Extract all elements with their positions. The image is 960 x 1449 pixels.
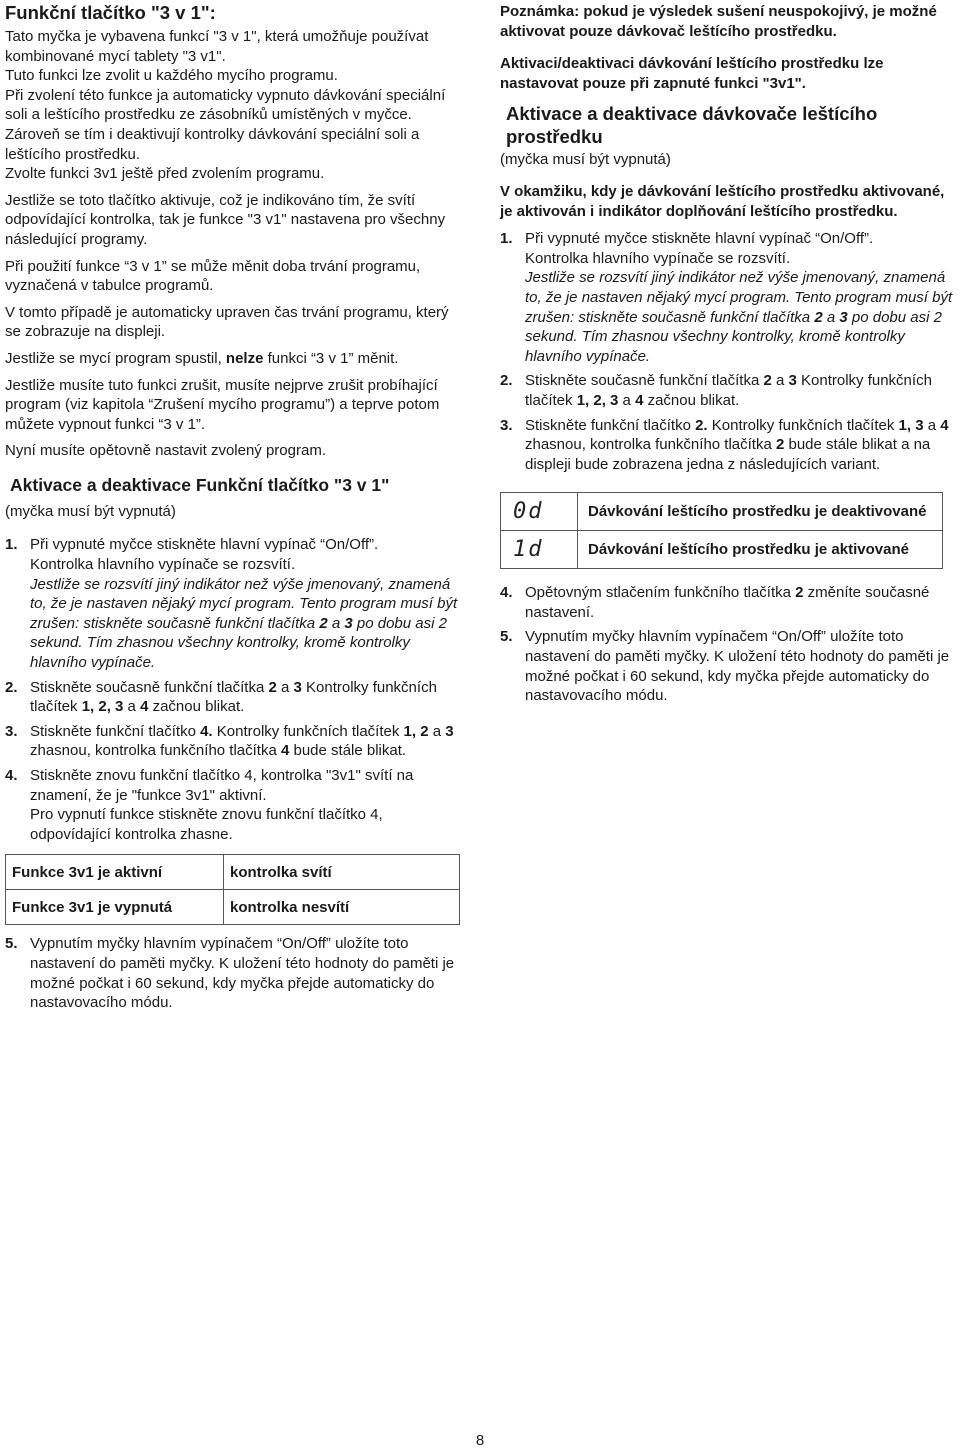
- step-1: 1. Při vypnuté myčce stiskněte hlavní vypínač “On/Off”. Kontrolka hlavního vypínače se rozsvítí. Jestliže se rozsvítí jiný indikátor než výše jmenovaný, znamená to, že je nastaven nějaký mycí program. Tento program musí být zrušen: stiskněte současně funkční tlačítka 2 a 3 po dobu asi 2 sekund. Tím zhasnou všechny kontrolky, kromě kontrolky hlavního vypínače.: [500, 230, 953, 365]
- table-row: [501, 493, 943, 531]
- note-drying: Poznámka: pokud je výsledek sušení neuspokojivý, je možné aktivovat pouze dávkovač leštícího prostředku.: [500, 3, 937, 40]
- display-text-cell: Dávkování leštícího prostředku je deaktivované: [578, 493, 943, 531]
- display-table: [500, 492, 943, 569]
- display-text-cell: Dávkování leštícího prostředku je aktivované: [578, 531, 943, 569]
- step-4: 4. Opětovným stlačením funkčního tlačítka 2 změníte současné nastavení.: [500, 584, 930, 621]
- status-table: [5, 854, 460, 925]
- paragraph-indicator: V okamžiku, kdy je dávkování leštícího prostředku aktivované, je aktivován i indikátor doplňování leštícího prostředku.: [500, 182, 945, 220]
- section-title: Funkční tlačítko "3 v 1":: [5, 2, 216, 23]
- paragraph-active: Jestliže se toto tlačítko aktivuje, což je indikováno tím, že svítí odpovídající kontrolka, tak je funkce "3 v1" nastavena pro všechny následující programy.: [5, 191, 446, 248]
- paragraph-cancel: Jestliže musíte tuto funkci zrušit, musíte nejprve zrušit probíhající program (viz kapitola “Zrušení mycího programu”) a teprve potom můžete vypnout funkci “3 v 1”.: [5, 376, 440, 433]
- table-row: [501, 531, 943, 569]
- note-switched-off: (myčka musí být vypnutá): [5, 502, 176, 520]
- left-column: [5, 0, 465, 1013]
- right-column: [500, 0, 955, 706]
- step-2: 2. Stiskněte současně funkční tlačítka 2 a 3 Kontrolky funkčních tlačítek 1, 2, 3 a 4 začnou blikat.: [5, 678, 437, 716]
- step-5: 5. Vypnutím myčky hlavním vypínačem “On/Off” uložíte toto nastavení do paměti myčky. K uložení této hodnoty do paměti je možné počkat i 60 sekund, kdy myčka přejde automaticky do nastavovacího módu.: [5, 935, 455, 1012]
- paragraph-reset: Nyní musíte opětovně nastavit zvolený program.: [5, 442, 326, 460]
- status-cell: Funkce 3v1 je vypnutá: [6, 890, 224, 925]
- display-code-cell: [501, 531, 578, 569]
- display-code: 0d: [513, 499, 544, 525]
- note-switched-off: (myčka musí být vypnutá): [500, 151, 671, 169]
- section-heading-3v1: Aktivace a deaktivace Funkční tlačítko "3 v 1": [10, 474, 390, 495]
- step-3: 3. Stiskněte funkční tlačítko 4. Kontrolky funkčních tlačítek 1, 2 a 3 zhasnou, kontrolka funkčního tlačítka 4 bude stále blikat.: [5, 722, 454, 760]
- display-code-cell: [501, 493, 578, 531]
- step-4: 4. Stiskněte znovu funkční tlačítko 4, kontrolka "3v1" svítí na znamení, že je "funkce 3v1" aktivní. Pro vypnutí funkce stiskněte znovu funkční tlačítko 4, odpovídající kontrolka zhasne.: [5, 767, 414, 843]
- step-3: 3. Stiskněte funkční tlačítko 2. Kontrolky funkčních tlačítek 1, 3 a 4 zhasnou, kontrolka funkčního tlačítka 2 bude stále blikat a na displeji bude zobrazena jedna z následujících variant.: [500, 416, 949, 473]
- paragraph-duration: Při použití funkce “3 v 1” se může měnit doba trvání programu, vyznačená v tabulce programů.: [5, 257, 421, 295]
- intro-text: Tato myčka je vybavena funkcí "3 v 1", která umožňuje používat kombinované mycí tablety "3 v1". Tuto funkci lze zvolit u každého mycího programu. Při zvolení této funkce ja automaticky vypnuto dávkování speciální soli a leštícího prostředku ze zásobníků umístěných v myčce. Zároveň se tím i deaktivují kontrolky dávkování speciální soli a leštícího prostředku. Zvolte funkci 3v1 ještě před zvolením programu.: [5, 28, 446, 183]
- paragraph-no-change: Jestliže se mycí program spustil, nelze funkci “3 v 1” měnit.: [5, 349, 399, 367]
- step-5: 5. Vypnutím myčky hlavním vypínačem “On/Off” uložíte toto nastavení do paměti myčky. K uložení této hodnoty do paměti je možné počkat i 60 sekund, kdy myčka přejde automaticky do nastavovacího módu.: [500, 628, 950, 705]
- table-row: [6, 890, 460, 925]
- section-heading-rinse-aid: Aktivace a deaktivace dávkovače leštícího prostředku: [506, 103, 878, 148]
- table-row: [6, 855, 460, 890]
- paragraph-time: V tomto případě je automaticky upraven čas trvání programu, který se zobrazuje na displeji.: [5, 303, 449, 341]
- status-cell: Funkce 3v1 je aktivní: [6, 855, 224, 890]
- step-1: 1. Při vypnuté myčce stiskněte hlavní vypínač “On/Off”. Kontrolka hlavního vypínače se rozsvítí. Jestliže se rozsvítí jiný indikátor než výše jmenovaný, znamená to, že je nastaven nějaký mycí program. Tento program musí být zrušen: stiskněte současně funkční tlačítka 2 a 3 po dobu asi 2 sekund. Tím zhasnou všechny kontrolky, kromě kontrolky hlavního vypínače.: [5, 536, 458, 672]
- light-cell: kontrolka svítí: [224, 855, 460, 890]
- step-2: 2. Stiskněte současně funkční tlačítka 2 a 3 Kontrolky funkčních tlačítek 1, 2, 3 a 4 začnou blikat.: [500, 372, 932, 409]
- note-rinse-aid-3v1: Aktivaci/deaktivaci dávkování leštícího prostředku lze nastavovat pouze při zapnuté funkci "3v1".: [500, 55, 884, 92]
- light-cell: kontrolka nesvítí: [224, 890, 460, 925]
- display-code: 1d: [513, 537, 544, 563]
- page-number: 8: [475, 1432, 485, 1449]
